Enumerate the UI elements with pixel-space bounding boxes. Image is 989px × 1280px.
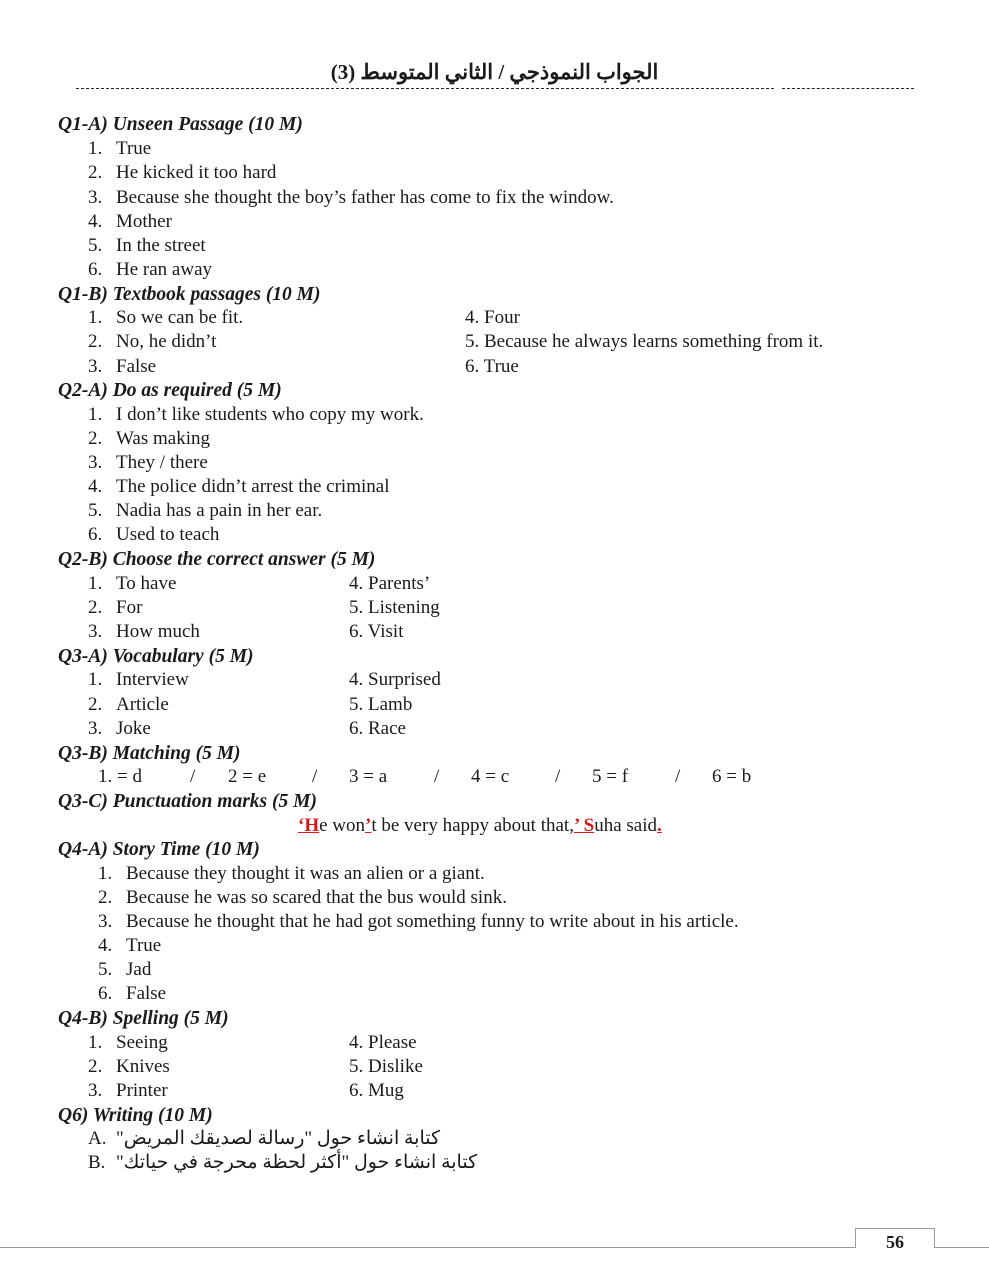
- matching-separator: /: [555, 766, 561, 787]
- q4a-heading: Q4-A) Story Time (10 M): [58, 839, 260, 860]
- q4b-heading: Q4-B) Spelling (5 M): [58, 1008, 229, 1029]
- page-title: الجواب النموذجي / الثاني المتوسط (3): [330, 60, 659, 84]
- list-item: 2. Knives: [88, 1056, 170, 1077]
- list-item: 1. To have: [88, 573, 177, 594]
- matching-pair: 3 = a: [349, 766, 388, 787]
- list-item: 3. False: [88, 356, 157, 377]
- list-item: 2. No, he didn’t: [88, 331, 217, 352]
- list-item: 5. Listening: [349, 597, 440, 618]
- q2b-heading: Q2-B) Choose the correct answer (5 M): [58, 549, 376, 570]
- list-item: 2. He kicked it too hard: [88, 162, 277, 183]
- punctuated-sentence: ‘He won’t be very happy about that,’ Suha said.: [298, 815, 662, 836]
- page-number: 56: [886, 1232, 904, 1252]
- list-item: 6. Visit: [349, 621, 404, 642]
- list-item: 5. Nadia has a pain in her ear.: [88, 500, 323, 521]
- list-item: 2. Was making: [88, 428, 210, 449]
- matching-separator: /: [312, 766, 318, 787]
- list-item: 4. True: [98, 935, 162, 956]
- q1b-heading: Q1-B) Textbook passages (10 M): [58, 284, 321, 305]
- list-item: 1. Seeing: [88, 1032, 168, 1053]
- q2a-heading: Q2-A) Do as required (5 M): [58, 380, 282, 401]
- list-item: 5. Jad: [98, 959, 152, 980]
- writing-option-label: A.: [88, 1128, 107, 1149]
- list-item: 2. Article: [88, 694, 169, 715]
- q3a-heading: Q3-A) Vocabulary (5 M): [58, 646, 254, 667]
- matching-pair: 2 = e: [228, 766, 267, 787]
- list-item: 3. Joke: [88, 718, 151, 739]
- list-item: 3. Because she thought the boy’s father has come to fix the window.: [88, 187, 614, 208]
- list-item: 4. Surprised: [349, 669, 441, 690]
- list-item: 5. Because he always learns something from it.: [465, 331, 824, 352]
- list-item: 6. Used to teach: [88, 524, 220, 545]
- list-item: 6. Mug: [349, 1080, 404, 1101]
- matching-pair: 6 = b: [712, 766, 752, 787]
- q3b-heading: Q3-B) Matching (5 M): [58, 743, 241, 764]
- list-item: 1. I don’t like students who copy my work.: [88, 404, 424, 425]
- list-item: 1. Because they thought it was an alien or a giant.: [98, 863, 485, 884]
- list-item: 6. He ran away: [88, 259, 213, 280]
- list-item: 2. Because he was so scared that the bus would sink.: [98, 887, 507, 908]
- list-item: 3. Because he thought that he had got something funny to write about in his article.: [98, 911, 739, 932]
- matching-separator: /: [190, 766, 196, 787]
- q1a-heading: Q1-A) Unseen Passage (10 M): [58, 114, 303, 135]
- q6-heading: Q6) Writing (10 M): [58, 1105, 213, 1126]
- list-item: 3. Printer: [88, 1080, 168, 1101]
- list-item: 3. They / there: [88, 452, 208, 473]
- list-item: 3. How much: [88, 621, 200, 642]
- list-item: 5. Lamb: [349, 694, 413, 715]
- list-item: 5. In the street: [88, 235, 206, 256]
- writing-option-label: B.: [88, 1152, 106, 1173]
- matching-pair: 1. = d: [98, 766, 142, 787]
- list-item: 1. So we can be fit.: [88, 307, 244, 328]
- list-item: 2. For: [88, 597, 143, 618]
- list-item: 1. Interview: [88, 669, 189, 690]
- list-item: 1. True: [88, 138, 152, 159]
- matching-pair: 4 = c: [471, 766, 510, 787]
- footer-line: [0, 1247, 856, 1248]
- footer-line: [933, 1247, 989, 1248]
- matching-separator: /: [434, 766, 440, 787]
- writing-option: كتابة انشاء حول "أكثر لحظة محرجة في حياتك": [116, 1152, 478, 1173]
- list-item: 4. Mother: [88, 211, 172, 232]
- matching-separator: /: [675, 766, 681, 787]
- list-item: 4. Parents’: [349, 573, 431, 594]
- writing-option: كتابة انشاء حول "رسالة لصديقك المريض": [116, 1128, 441, 1149]
- list-item: 6. False: [98, 983, 167, 1004]
- q3c-heading: Q3-C) Punctuation marks (5 M): [58, 791, 317, 812]
- list-item: 4. Please: [349, 1032, 417, 1053]
- matching-pair: 5 = f: [592, 766, 629, 787]
- list-item: 5. Dislike: [349, 1056, 423, 1077]
- list-item: 4. Four: [465, 307, 520, 328]
- list-item: 6. Race: [349, 718, 406, 739]
- list-item: 6. True: [465, 356, 519, 377]
- list-item: 4. The police didn’t arrest the criminal: [88, 476, 390, 497]
